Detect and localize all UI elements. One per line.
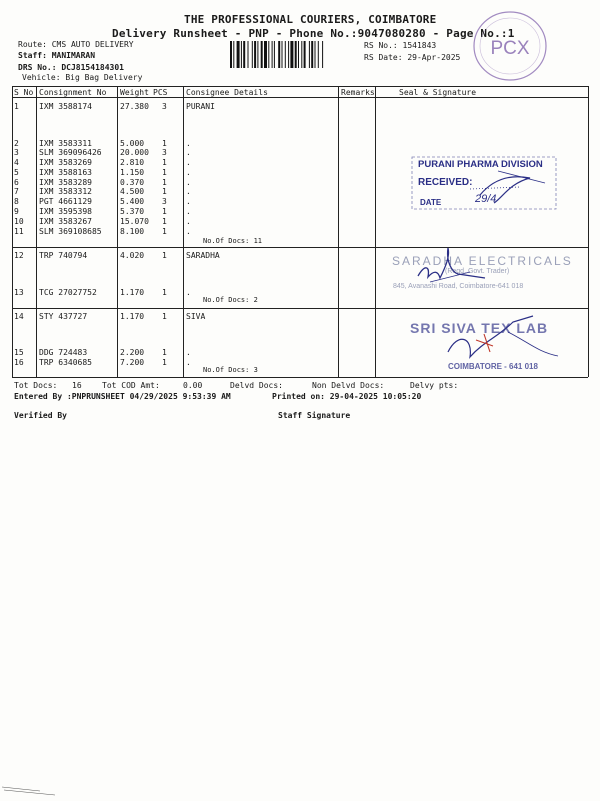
- group-doc-count: No.Of Docs: 3: [203, 366, 258, 374]
- cell-weight: 4.020: [120, 251, 145, 260]
- cell-consignment-no: IXM 3583312: [39, 187, 92, 196]
- tot-docs-label: Tot Docs:: [14, 381, 58, 390]
- col-rule: [338, 86, 339, 377]
- scan-mark: [0, 782, 60, 796]
- table-header-rule: [12, 97, 588, 98]
- staff: Staff: MANIMARAN: [18, 51, 96, 60]
- barcode-bar: [268, 41, 269, 68]
- tot-cod-label: Tot COD Amt:: [102, 381, 160, 390]
- cell-pcs: 1: [162, 288, 167, 297]
- verified-by: Verified By: [14, 411, 67, 420]
- barcode-bar: [264, 41, 267, 68]
- cell-sno: 4: [14, 158, 19, 167]
- cell-consignment-no: SLM 369096426: [39, 148, 102, 157]
- cell-sno: 15: [14, 348, 24, 357]
- barcode-bar: [285, 41, 286, 68]
- saradha-stamp-line1: SARADHA ELECTRICALS: [392, 254, 573, 268]
- cell-weight: 8.100: [120, 227, 145, 236]
- tot-cod-value: 0.00: [183, 381, 203, 390]
- saradha-stamp-line2: (Regd. Govt. Trader): [445, 268, 510, 275]
- cell-sno: 13: [14, 288, 24, 297]
- cell-consignment-no: PGT 4661129: [39, 197, 92, 206]
- barcode-bar: [278, 41, 280, 68]
- printed-on: Printed on: 29-04-2025 10:05:20: [272, 392, 422, 401]
- pcx-stamp: [470, 8, 550, 84]
- cell-pcs: 1: [162, 187, 167, 196]
- cell-pcs: 1: [162, 178, 167, 187]
- barcode-bar: [237, 41, 240, 68]
- cell-consignee-details: SARADHA: [186, 251, 220, 260]
- cell-consignee-details: .: [186, 158, 191, 167]
- entered-by: Entered By :PNPRUNSHEET 04/29/2025 9:53:39 AM: [14, 392, 231, 401]
- cell-consignee-details: .: [186, 358, 191, 367]
- cell-weight: 2.200: [120, 348, 145, 357]
- col-header-remarks: Remarks: [341, 88, 375, 97]
- cell-consignee-details: .: [186, 197, 191, 206]
- cell-sno: 7: [14, 187, 19, 196]
- cell-pcs: 1: [162, 227, 167, 236]
- cell-consignment-no: TRP 6340685: [39, 358, 92, 367]
- tot-docs-value: 16: [72, 381, 82, 390]
- cell-consignment-no: IXM 3583311: [39, 139, 92, 148]
- cell-weight: 5.000: [120, 139, 145, 148]
- cell-consignee-details: .: [186, 348, 191, 357]
- col-rule: [36, 86, 37, 377]
- cell-pcs: 3: [162, 148, 167, 157]
- col-header-seal: Seal & Signature: [399, 88, 477, 97]
- rs-no: RS No.: 1541843: [364, 41, 437, 50]
- barcode-bar: [311, 41, 313, 68]
- cell-pcs: 1: [162, 312, 167, 321]
- non-delvd-docs-label: Non Delvd Docs:: [312, 381, 385, 390]
- cell-consignment-no: TRP 740794: [39, 251, 88, 260]
- pcx-stamp-text: PCX: [490, 38, 530, 59]
- cell-sno: 8: [14, 197, 19, 206]
- barcode-bar: [315, 41, 316, 68]
- cell-consignee-details: PURANI: [186, 102, 215, 111]
- company-title: THE PROFESSIONAL COURIERS, COIMBATORE: [184, 13, 437, 26]
- cell-weight: 5.400: [120, 197, 145, 206]
- route: Route: CMS AUTO DELIVERY: [18, 40, 134, 49]
- barcode-bar: [272, 41, 273, 68]
- barcode-bar: [318, 41, 319, 68]
- cell-sno: 5: [14, 168, 19, 177]
- col-rule: [12, 86, 13, 377]
- cell-pcs: 1: [162, 168, 167, 177]
- cell-consignment-no: DDG 724483: [39, 348, 88, 357]
- cell-sno: 3: [14, 148, 19, 157]
- cell-pcs: 1: [162, 358, 167, 367]
- cell-weight: 1.170: [120, 288, 145, 297]
- barcode-bar: [241, 41, 242, 68]
- purani-stamp-line3: DATE: [420, 198, 442, 207]
- cell-consignment-no: SLM 369108685: [39, 227, 102, 236]
- cell-consignee-details: .: [186, 148, 191, 157]
- cell-consignment-no: IXM 3595398: [39, 207, 92, 216]
- cell-weight: 27.380: [120, 102, 149, 111]
- barcode-bar: [248, 41, 249, 68]
- cell-pcs: 1: [162, 158, 167, 167]
- cell-weight: 7.200: [120, 358, 145, 367]
- cell-consignee-details: .: [186, 288, 191, 297]
- col-rule: [375, 86, 376, 377]
- cell-weight: 5.370: [120, 207, 145, 216]
- barcode-bar: [261, 41, 263, 68]
- cell-consignee-details: .: [186, 178, 191, 187]
- cell-sno: 10: [14, 217, 24, 226]
- cell-consignment-no: IXM 3588163: [39, 168, 92, 177]
- barcode-bar: [298, 41, 299, 68]
- cell-consignment-no: IXM 3583289: [39, 178, 92, 187]
- cell-sno: 6: [14, 178, 19, 187]
- barcode-bar: [295, 41, 297, 68]
- cell-weight: 15.070: [120, 217, 149, 226]
- cell-consignee-details: .: [186, 139, 191, 148]
- col-header-sno: S No: [14, 88, 34, 97]
- cell-pcs: 1: [162, 217, 167, 226]
- barcode-bar: [230, 41, 232, 68]
- col-header-pcs: PCS: [153, 88, 168, 97]
- siva-stamp-line1: SRI SIVA TEX LAB: [410, 320, 549, 336]
- barcode-bar: [257, 41, 258, 68]
- col-rule: [588, 86, 589, 377]
- cell-consignee-details: .: [186, 217, 191, 226]
- cell-sno: 14: [14, 312, 24, 321]
- barcode-bar: [282, 41, 283, 68]
- purani-stamp-line1: PURANI PHARMA DIVISION: [418, 159, 543, 170]
- cell-pcs: 1: [162, 207, 167, 216]
- siva-stamp-line2: COIMBATORE - 641 018: [448, 362, 538, 371]
- purani-stamp-line2: RECEIVED:: [418, 177, 473, 188]
- cell-sno: 1: [14, 102, 19, 111]
- col-rule: [183, 86, 184, 377]
- col-rule: [117, 86, 118, 377]
- cell-consignment-no: STY 437727: [39, 312, 88, 321]
- cell-sno: 11: [14, 227, 24, 236]
- rs-date: RS Date: 29-Apr-2025: [364, 53, 461, 62]
- barcode-bar: [290, 41, 293, 68]
- col-header-consignee: Consignee Details: [186, 88, 268, 97]
- cell-pcs: 1: [162, 251, 167, 260]
- barcode-bar: [301, 41, 302, 68]
- cell-consignee-details: .: [186, 207, 191, 216]
- vehicle: Vehicle: Big Bag Delivery: [22, 73, 143, 82]
- cell-weight: 2.810: [120, 158, 145, 167]
- cell-pcs: 3: [162, 102, 167, 111]
- cell-sno: 2: [14, 139, 19, 148]
- barcode-bar: [233, 41, 234, 68]
- cell-consignee-details: .: [186, 187, 191, 196]
- cell-sno: 9: [14, 207, 19, 216]
- col-header-consignment: Consignment No: [39, 88, 107, 97]
- cell-consignment-no: IXM 3588174: [39, 102, 92, 111]
- barcode-bar: [304, 41, 306, 68]
- cell-weight: 0.370: [120, 178, 145, 187]
- staff-signature: Staff Signature: [278, 411, 351, 420]
- cell-pcs: 1: [162, 139, 167, 148]
- barcode-bar: [274, 41, 275, 68]
- barcode: [230, 41, 358, 68]
- cell-consignment-no: IXM 3583267: [39, 217, 92, 226]
- cell-consignee-details: .: [186, 227, 191, 236]
- barcode-bar: [309, 41, 310, 68]
- saradha-signature: [400, 244, 520, 294]
- cell-consignee-details: SIVA: [186, 312, 206, 321]
- barcode-bar: [243, 41, 245, 68]
- drs-no: DRS No.: DCJ8154184301: [18, 63, 124, 72]
- cell-sno: 12: [14, 251, 24, 260]
- cell-weight: 1.150: [120, 168, 145, 177]
- cell-pcs: 1: [162, 348, 167, 357]
- barcode-bar: [322, 41, 323, 68]
- cell-sno: 16: [14, 358, 24, 367]
- barcode-bar: [288, 41, 289, 68]
- barcode-bar: [252, 41, 253, 68]
- delvd-docs-label: Delvd Docs:: [230, 381, 283, 390]
- cell-consignment-no: IXM 3583269: [39, 158, 92, 167]
- runsheet-subtitle: Delivery Runsheet - PNP - Phone No.:9047080280 - Page No.:1: [112, 27, 515, 40]
- table-top-rule: [12, 86, 588, 87]
- col-header-weight: Weight: [120, 88, 149, 97]
- cell-weight: 20.000: [120, 148, 149, 157]
- cell-consignment-no: TCG 27027752: [39, 288, 97, 297]
- cell-weight: 4.500: [120, 187, 145, 196]
- purani-stamp-date: 29/4: [475, 193, 497, 205]
- group-doc-count: No.Of Docs: 2: [203, 296, 258, 304]
- group-divider: [12, 308, 588, 309]
- saradha-stamp-line3: 845, Avanashi Road, Coimbatore-641 018: [393, 283, 524, 290]
- barcode-bar: [254, 41, 256, 68]
- cell-pcs: 3: [162, 197, 167, 206]
- group-doc-count: No.Of Docs: 11: [203, 237, 263, 245]
- cell-consignee-details: .: [186, 168, 191, 177]
- delvy-pts-label: Delvy pts:: [410, 381, 459, 390]
- cell-weight: 1.170: [120, 312, 145, 321]
